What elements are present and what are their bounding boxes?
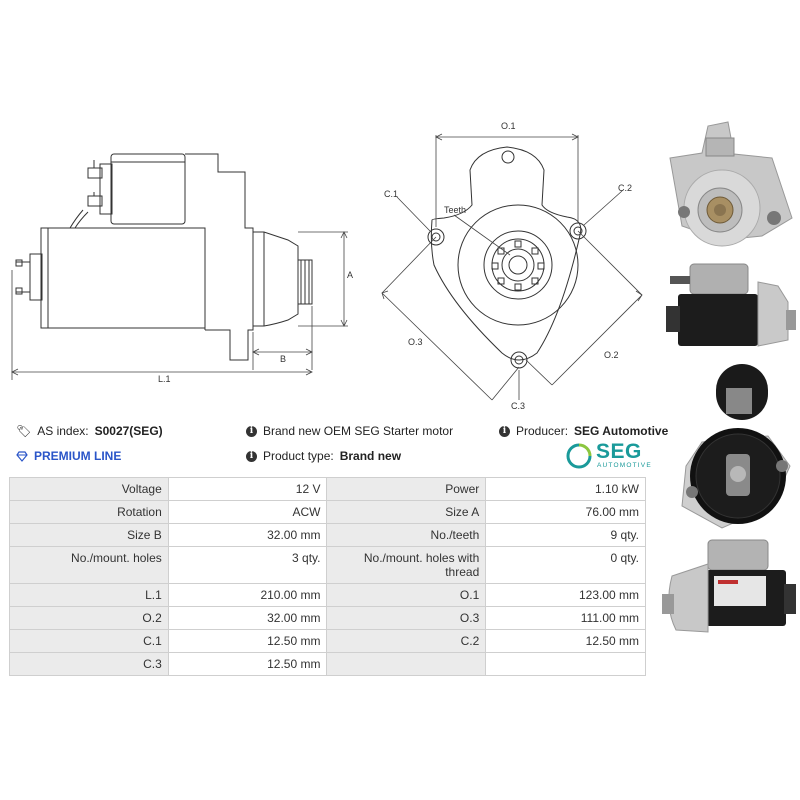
spec-label: O.3 bbox=[327, 607, 486, 630]
seg-logo bbox=[566, 440, 650, 472]
info-icon: i bbox=[246, 426, 257, 437]
spec-value: 0 qty. bbox=[486, 547, 646, 584]
table-row bbox=[10, 478, 646, 501]
product-photo-rear bbox=[662, 356, 798, 534]
producer-value: SEG Automotive bbox=[574, 424, 669, 438]
side-view-drawing bbox=[8, 150, 358, 385]
spec-value: 12 V bbox=[168, 478, 327, 501]
dim-label-o1: O.1 bbox=[501, 121, 516, 131]
product-type bbox=[246, 449, 401, 463]
spec-label: No./mount. holes bbox=[10, 547, 169, 584]
table-row bbox=[10, 607, 646, 630]
spec-label: L.1 bbox=[10, 584, 169, 607]
spec-value: 111.00 mm bbox=[486, 607, 646, 630]
spec-value: 12.50 mm bbox=[168, 653, 327, 676]
seg-logo-sub: AUTOMOTIVE bbox=[597, 462, 652, 469]
spec-label: O.1 bbox=[327, 584, 486, 607]
producer bbox=[499, 424, 668, 438]
as-index-value: S0027(SEG) bbox=[94, 424, 163, 438]
spec-value: 32.00 mm bbox=[168, 524, 327, 547]
spec-value: 1.10 kW bbox=[486, 478, 646, 501]
table-row bbox=[10, 501, 646, 524]
spec-value: 9 qty. bbox=[486, 524, 646, 547]
spec-label: C.1 bbox=[10, 630, 169, 653]
table-row bbox=[10, 653, 646, 676]
spec-value bbox=[486, 653, 646, 676]
spec-label: C.2 bbox=[327, 630, 486, 653]
dim-label-l1: L.1 bbox=[158, 374, 171, 384]
dim-label-a: A bbox=[347, 270, 354, 280]
product-photo-front bbox=[662, 118, 798, 258]
product-photo-side bbox=[662, 262, 798, 352]
dim-label-o2: O.2 bbox=[604, 350, 619, 360]
premium-line-label: PREMIUM LINE bbox=[34, 449, 122, 463]
spec-label: No./teeth bbox=[327, 524, 486, 547]
table-row bbox=[10, 630, 646, 653]
spec-value: 32.00 mm bbox=[168, 607, 327, 630]
spec-label: No./mount. holes with thread bbox=[327, 547, 486, 584]
description bbox=[246, 424, 453, 438]
spec-label bbox=[327, 653, 486, 676]
spec-label: Rotation bbox=[10, 501, 169, 524]
front-view-drawing bbox=[372, 115, 662, 415]
product-photo-angled bbox=[662, 536, 798, 636]
info-icon: i bbox=[499, 426, 510, 437]
table-row bbox=[10, 524, 646, 547]
dim-label-teeth: Teeth bbox=[444, 205, 467, 215]
spec-value: 12.50 mm bbox=[168, 630, 327, 653]
dim-label-b: B bbox=[280, 354, 287, 364]
spec-label: Size A bbox=[327, 501, 486, 524]
spec-value: ACW bbox=[168, 501, 327, 524]
as-index-label: AS index: bbox=[37, 424, 89, 438]
seg-logo-mark-icon bbox=[566, 443, 592, 469]
spec-value: 12.50 mm bbox=[486, 630, 646, 653]
spec-value: 210.00 mm bbox=[168, 584, 327, 607]
spec-label: O.2 bbox=[10, 607, 169, 630]
description-text: Brand new OEM SEG Starter motor bbox=[263, 424, 454, 438]
spec-value: 76.00 mm bbox=[486, 501, 646, 524]
spec-label: Size B bbox=[10, 524, 169, 547]
spec-value: 3 qty. bbox=[168, 547, 327, 584]
dim-label-c2: C.2 bbox=[618, 183, 633, 193]
premium-line bbox=[16, 449, 121, 463]
seg-logo-name: SEG bbox=[596, 440, 642, 463]
dim-label-o3: O.3 bbox=[408, 337, 423, 347]
spec-label: C.3 bbox=[10, 653, 169, 676]
table-row bbox=[10, 547, 646, 584]
dim-label-c3: C.3 bbox=[511, 401, 526, 411]
tag-icon: 🏷 bbox=[16, 424, 32, 438]
as-index bbox=[16, 424, 163, 438]
dim-label-c1: C.1 bbox=[384, 189, 399, 199]
producer-label: Producer: bbox=[516, 424, 569, 438]
spec-value: 123.00 mm bbox=[486, 584, 646, 607]
spec-label: Power bbox=[327, 478, 486, 501]
diamond-icon bbox=[16, 451, 28, 462]
info-icon: i bbox=[246, 451, 257, 462]
product-type-label: Product type: bbox=[263, 449, 334, 463]
specs-table bbox=[9, 477, 646, 676]
spec-label: Voltage bbox=[10, 478, 169, 501]
product-type-value: Brand new bbox=[339, 449, 402, 463]
table-row bbox=[10, 584, 646, 607]
